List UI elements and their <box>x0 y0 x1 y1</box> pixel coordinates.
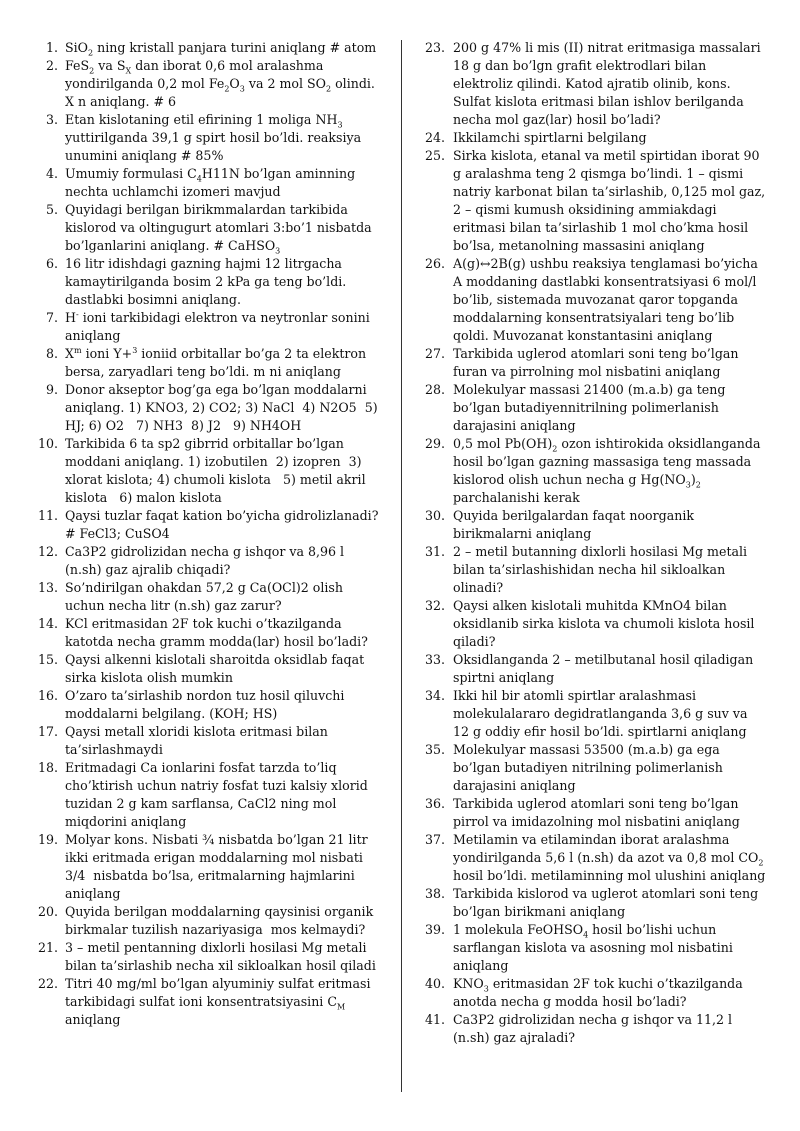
question-number: 16. <box>37 688 58 703</box>
question-text: 3 – metil pentanning dixlorli hosilasi Mg metali bilan ta’sirlashib necha xil sikloalkan hosil qiladi <box>65 940 376 973</box>
question-item <box>421 435 767 507</box>
question-item <box>34 507 384 543</box>
question-item <box>34 435 384 507</box>
question-number: 19. <box>37 832 58 847</box>
question-list-right <box>421 39 767 1047</box>
question-text: Molyar kons. Nisbati ¾ nisbatda bo’lgan 21 litr ikki eritmada erigan moddalarning mol nisbati 3/4 nisbatda bo’lsa, eritmalarning hajmlarini aniqlang <box>65 832 368 901</box>
question-number: 10. <box>37 436 58 451</box>
question-text: Tarkibida 6 ta sp2 gibrrid orbitallar bo’lgan moddani aniqlang. 1) izobutilen 2) izopren 3) xlorat kislota; 4) chumoli kislota 5) metil akril kislota 6) malon kislota <box>65 436 366 505</box>
question-item <box>421 381 767 435</box>
question-item <box>34 165 384 201</box>
question-number: 24. <box>424 130 445 145</box>
question-text: $X^m$ ioni Y+$^3$ ioniid orbitallar bo’ga 2 ta elektron bersa, zaryadlari teng bo’ldi. m ni aniqlang <box>65 345 367 379</box>
question-text: 1 molekula FeOHSO$_4$ hosil bo’lishi uchun sarflangan kislota va asosning mol nisbatini aniqlang <box>453 922 733 973</box>
question-text: O’zaro ta’sirlashib nordon tuz hosil qiluvchi moddalarni belgilang. (KOH; HS) <box>65 688 345 721</box>
question-item <box>421 345 767 381</box>
question-number: 41. <box>424 1012 445 1027</box>
question-number: 8. <box>45 346 58 361</box>
question-text: Ca3P2 gidrolizidan necha g ishqor va 8,96 l (n.sh) gaz ajralib chiqadi? <box>65 544 345 577</box>
question-text: Qaysi tuzlar faqat kation bo’yicha gidrolizlanadi? # FeCl3; CuSO4 <box>65 508 379 541</box>
question-number: 9. <box>45 382 58 397</box>
question-text: Tarkibida uglerod atomlari soni teng bo’lgan pirrol va imidazolning mol nisbatini aniqlang <box>453 796 740 829</box>
question-number: 2. <box>45 58 58 73</box>
question-text: Quyidagi berilgan birikmmalardan tarkibida kislorod va oltingugurt atomlari 3:bo’1 nisbatda bo’lganlarini aniqlang. # CaHSO$_3$ <box>65 202 372 256</box>
question-number: 17. <box>37 724 58 739</box>
question-number: 25. <box>424 148 445 163</box>
question-text: Umumiy formulasi $C_4H11N$ bo’lgan aminning nechta uchlamchi izomeri mavjud <box>65 166 356 199</box>
question-item <box>421 39 767 129</box>
question-number: 28. <box>424 382 445 397</box>
question-item <box>421 507 767 543</box>
question-item <box>34 975 384 1029</box>
question-item <box>34 201 384 255</box>
right-column <box>421 39 767 1047</box>
question-text: Tarkibida kislorod va uglerot atomlari soni teng bo’lgan birikmani aniqlang <box>453 886 759 919</box>
question-item <box>421 921 767 975</box>
question-item <box>34 651 384 687</box>
question-number: 37. <box>424 832 445 847</box>
question-item <box>34 309 384 345</box>
question-item <box>421 255 767 345</box>
question-item <box>421 129 767 147</box>
question-item <box>34 759 384 831</box>
question-item <box>421 1011 767 1047</box>
question-number: 23. <box>424 40 445 55</box>
question-text: Qaysi alken kislotali muhitda KMnO4 bilan oksidlanib sirka kislota va chumoli kislota hosil qiladi? <box>453 598 755 649</box>
question-text: A(g)↔2B(g) ushbu reaksiya tenglamasi bo’yicha A moddaning dastlabki konsentratsiyasi 6 mol/l bo’lib, sistemada muvozanat qaror topganda moddalarning konsentratsiyalari teng bo’lib qoldi. Muvozanat konstantasini aniqlang <box>453 256 758 343</box>
left-column <box>34 39 384 1029</box>
question-item <box>34 111 384 165</box>
question-text: SiO$_2$ ning kristall panjara turini aniqlang # atom <box>65 40 377 58</box>
question-item <box>34 939 384 975</box>
question-item <box>34 615 384 651</box>
question-text: Quyida berilgalardan faqat noorganik birikmalarni aniqlang <box>453 508 694 541</box>
question-number: 1. <box>45 40 58 55</box>
question-text: Quyida berilgan moddalarning qaysinisi organik birkmalar tuzilish nazariyasiga mos kelmaydi? <box>65 904 374 937</box>
question-number: 30. <box>424 508 445 523</box>
question-item <box>421 597 767 651</box>
question-number: 34. <box>424 688 445 703</box>
question-item <box>421 543 767 597</box>
question-item <box>421 831 767 885</box>
question-text: Metilamin va etilamindan iborat aralashma yondirilganda 5,6 l (n.sh) da azot va 0,8 mol $CO_2$ hosil bo’ldi. metilaminning mol ulushini aniqlang <box>453 832 766 883</box>
question-item <box>421 651 767 687</box>
question-text: 0,5 mol $Pb(OH)_2$ ozon ishtirokida oksidlanganda hosil bo’lgan gazning massasiga teng massada kislorod olish uchun necha g $Hg(NO_3)_2$ parchalanishi kerak <box>453 436 761 505</box>
question-number: 33. <box>424 652 445 667</box>
question-text: Titri 40 mg/ml bo’lgan alyuminiy sulfat eritmasi tarkibidagi sulfat ioni konsentratsiyasini $C_M$ aniqlang <box>65 976 371 1027</box>
column-divider <box>401 40 402 1092</box>
question-item <box>421 885 767 921</box>
question-item <box>34 687 384 723</box>
question-number: 26. <box>424 256 445 271</box>
question-item <box>421 687 767 741</box>
question-text: FeS$_2$ va $S_X$ dan iborat 0,6 mol aralashma yondirilganda 0,2 mol $Fe_2O_3$ va 2 mol $SO_2$ olindi. X n aniqlang. # 6 <box>65 58 375 109</box>
question-text: $KNO_3$ eritmasidan 2F tok kuchi o’tkazilganda anotda necha g modda hosil bo’ladi? <box>453 976 743 1009</box>
question-text: Ikki hil bir atomli spirtlar aralashmasi molekulalararo degidratlanganda 3,6 g suv va 12 g oddiy efir hosil bo’ldi. spirtlarni aniqlang <box>453 688 748 739</box>
question-number: 3. <box>45 112 58 127</box>
question-number: 20. <box>37 904 58 919</box>
question-text: 16 litr idishdagi gazning hajmi 12 litrgacha kamaytirilganda bosim 2 kPa ga teng bo’ldi. dastlabki bosimni aniqlang. <box>65 256 347 307</box>
question-item <box>34 903 384 939</box>
question-text: Eritmadagi Ca ionlarini fosfat tarzda to’liq cho’ktirish uchun natriy fosfat tuzi kalsiy xlorid tuzidan 2 g kam sarflansa, CaCl2 ning mol miqdorini aniqlang <box>65 760 368 829</box>
question-text: Sirka kislota, etanal va metil spirtidan iborat 90 g aralashma teng 2 qismga bo’lindi. 1 – qismi natriy karbonat bilan ta’sirlashib, 0,125 mol gaz, 2 – qismi kumush oksidining ammiakdagi eritmasi bilan ta’sirlashib 1 mol cho’kma hosil bo’lsa, metanolning massasini aniqlang <box>453 148 766 253</box>
question-text: Qaysi metall xloridi kislota eritmasi bilan ta’sirlashmaydi <box>65 724 328 757</box>
question-text: Etan kislotaning etil efirining 1 moliga $NH_3$ yuttirilganda 39,1 g spirt hosil bo’ldi. reaksiya unumini aniqlang # 85% <box>65 112 362 163</box>
question-number: 14. <box>37 616 58 631</box>
question-number: 4. <box>45 166 58 181</box>
question-text: Qaysi alkenni kislotali sharoitda oksidlab faqat sirka kislota olish mumkin <box>65 652 365 685</box>
question-item <box>421 975 767 1011</box>
question-number: 6. <box>45 256 58 271</box>
question-text: H- ioni tarkibidagi elektron va neytronlar sonini aniqlang <box>65 309 370 343</box>
question-text: KCl eritmasidan 2F tok kuchi o’tkazilganda katotda necha gramm modda(lar) hosil bo’ladi? <box>65 616 368 649</box>
question-text: Donor akseptor bog’ga ega bo’lgan moddalarni aniqlang. 1) KNO3, 2) CO2; 3) NaCl 4) N2O5 5) HJ; 6) O2 7) NH3 8) J2 9) NH4OH <box>65 382 378 433</box>
question-text: Tarkibida uglerod atomlari soni teng bo’lgan furan va pirrolning mol nisbatini aniqlang <box>453 346 739 379</box>
question-item <box>34 381 384 435</box>
question-number: 21. <box>37 940 58 955</box>
question-list-left <box>34 39 384 1029</box>
question-number: 32. <box>424 598 445 613</box>
question-number: 40. <box>424 976 445 991</box>
question-number: 35. <box>424 742 445 757</box>
question-text: Ikkilamchi spirtlarni belgilang <box>453 130 647 145</box>
question-number: 13. <box>37 580 58 595</box>
question-item <box>34 255 384 309</box>
question-number: 5. <box>45 202 58 217</box>
question-text: 2 – metil butanning dixlorli hosilasi Mg metali bilan ta’sirlashishidan necha hil sikloalkan olinadi? <box>453 544 748 595</box>
question-item <box>421 147 767 255</box>
question-text: Ca3P2 gidrolizidan necha g ishqor va 11,2 l (n.sh) gaz ajraladi? <box>453 1012 733 1045</box>
question-text: Oksidlanganda 2 – metilbutanal hosil qiladigan spirtni aniqlang <box>453 652 754 685</box>
question-number: 7. <box>45 310 58 325</box>
question-number: 12. <box>37 544 58 559</box>
question-text: Molekulyar massasi 21400 (m.a.b) ga teng bo’lgan butadiyennitrilning polimerlanish darajasini aniqlang <box>453 382 726 433</box>
question-number: 18. <box>37 760 58 775</box>
question-item <box>34 57 384 111</box>
question-number: 39. <box>424 922 445 937</box>
question-number: 36. <box>424 796 445 811</box>
question-item <box>421 795 767 831</box>
question-number: 38. <box>424 886 445 901</box>
question-number: 27. <box>424 346 445 361</box>
question-number: 31. <box>424 544 445 559</box>
question-item <box>34 723 384 759</box>
question-item <box>34 39 384 57</box>
question-text: 200 g 47% li mis (II) nitrat eritmasiga massalari 18 g dan bo’lgn grafit elektrodlari bilan elektroliz qilindi. Katod ajratib olinib, kons. Sulfat kislota eritmasi bilan ishlov berilganda necha mol gaz(lar) hosil bo’ladi? <box>453 40 761 127</box>
question-text: So’ndirilgan ohakdan 57,2 g Ca(OCl)2 olish uchun necha litr (n.sh) gaz zarur? <box>65 580 343 613</box>
question-number: 15. <box>37 652 58 667</box>
question-item <box>34 345 384 381</box>
question-item <box>34 543 384 579</box>
question-item <box>34 831 384 903</box>
question-number: 22. <box>37 976 58 991</box>
question-number: 29. <box>424 436 445 451</box>
question-number: 11. <box>37 508 58 523</box>
question-text: Molekulyar massasi 53500 (m.a.b) ga ega bo’lgan butadiyen nitrilning polimerlanish darajasini aniqlang <box>453 742 723 793</box>
question-item <box>421 741 767 795</box>
question-item <box>34 579 384 615</box>
